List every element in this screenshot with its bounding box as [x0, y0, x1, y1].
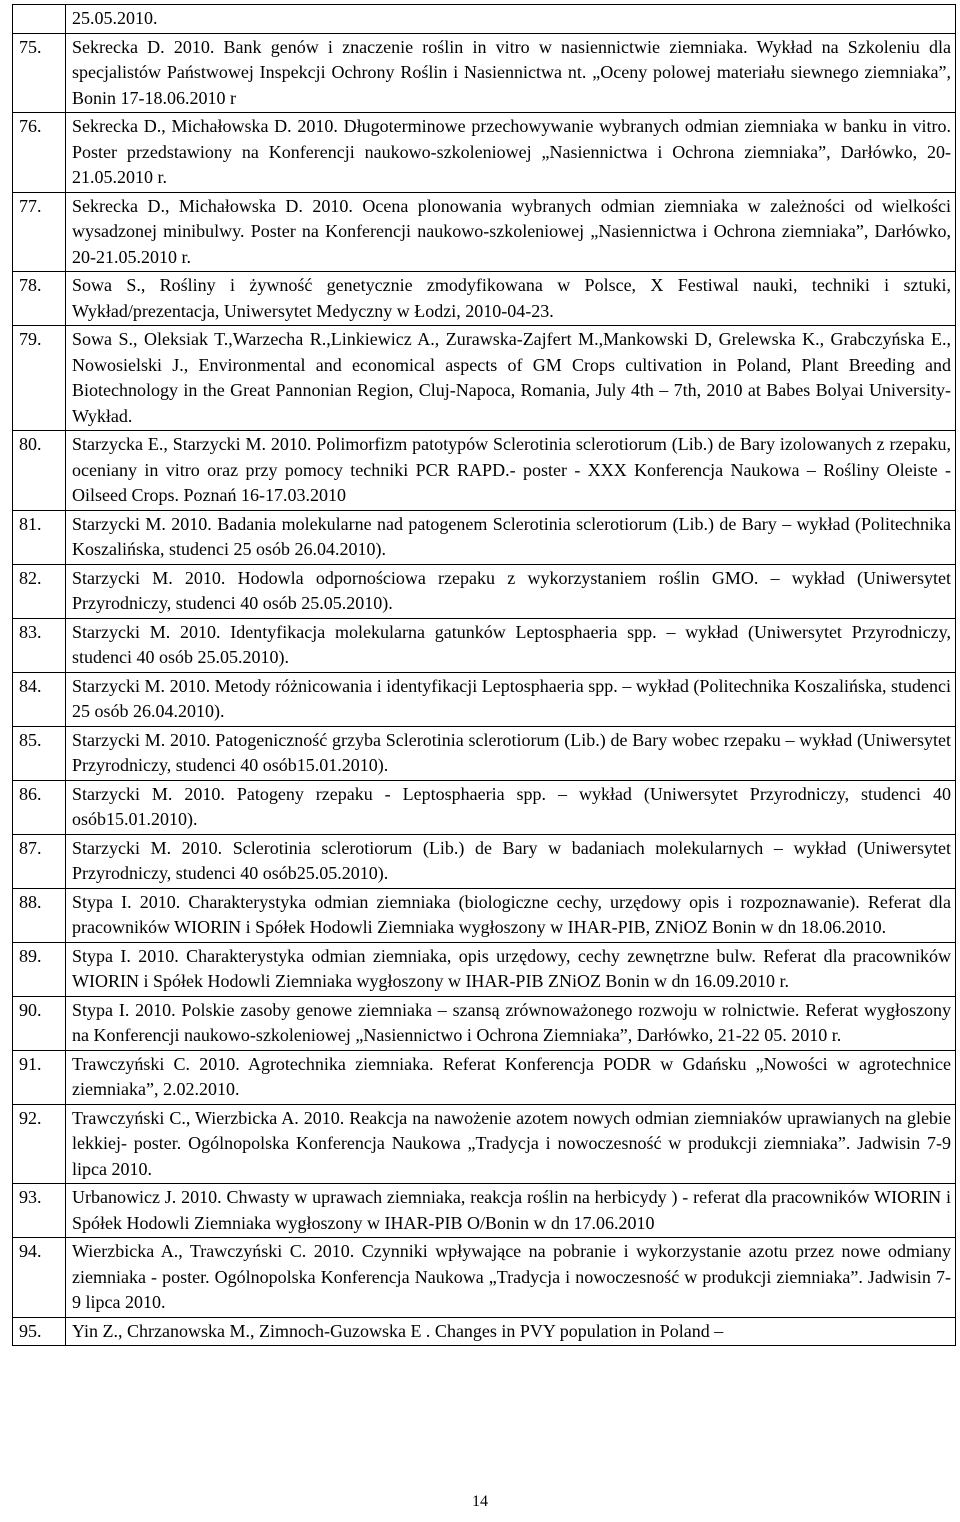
entry-text: Stypa I. 2010. Charakterystyka odmian ziemniaka (biologiczne cechy, urzędowy opis i rozpoznawanie). Referat dla pracowników WIORIN i Spółek Hodowli Ziemniaka wygłoszony w IHAR-PIB, ZNiOZ Bonin w dn 18.06.2010. — [66, 888, 956, 942]
entry-text: Urbanowicz J. 2010. Chwasty w uprawach ziemniaka, reakcja roślin na herbicydy ) - referat dla pracowników WIORIN i Spółek Hodowli Ziemniaka wygłoszony w IHAR-PIB O/Bonin w dn 17.06.2010 — [66, 1184, 956, 1238]
entry-text: Sekrecka D., Michałowska D. 2010. Ocena plonowania wybranych odmian ziemniaka w zależności od wielkości wysadzonej minibulwy. Poster na Konferencji naukowo-szkoleniowej „Nasiennictwa i Ochrona ziemniaka”, Darłówko, 20-21.05.2010 r. — [66, 192, 956, 272]
entry-number: 95. — [13, 1317, 66, 1346]
entry-number: 92. — [13, 1104, 66, 1184]
entry-number: 81. — [13, 510, 66, 564]
table-row — [13, 1104, 956, 1184]
entry-text: Sowa S., Rośliny i żywność genetycznie zmodyfikowana w Polsce, X Festiwal nauki, techniki i sztuki, Wykład/prezentacja, Uniwersytet Medyczny w Łodzi, 2010-04-23. — [66, 272, 956, 326]
entry-number: 75. — [13, 33, 66, 113]
table-row — [13, 326, 956, 431]
entry-number: 84. — [13, 672, 66, 726]
entry-text: Stypa I. 2010. Charakterystyka odmian ziemniaka, opis urzędowy, cechy zewnętrzne bulw. Referat dla pracowników WIORIN i Spółek Hodowli Ziemniaka wygłoszony w IHAR-PIB ZNiOZ Bonin w dn 16.09.2010 r. — [66, 942, 956, 996]
entry-number: 77. — [13, 192, 66, 272]
table-row — [13, 1184, 956, 1238]
table-row — [13, 192, 956, 272]
publication-table — [12, 4, 956, 1346]
entry-number: 79. — [13, 326, 66, 431]
entry-text: Trawczyński C., Wierzbicka A. 2010. Reakcja na nawożenie azotem nowych odmian ziemniaków uprawianych na glebie lekkiej- poster. Ogólnopolska Konferencja Naukowa „Tradycja i nowoczesność w produkcji ziemniaka”. Jadwisin 7-9 lipca 2010. — [66, 1104, 956, 1184]
table-row — [13, 834, 956, 888]
entry-text: Starzycka E., Starzycki M. 2010. Polimorfizm patotypów Sclerotinia sclerotiorum (Lib.) de Bary izolowanych z rzepaku, oceniany in vitro oraz przy pomocy techniki PCR RAPD.- poster - XXX Konferencja Naukowa – Rośliny Oleiste - Oilseed Crops. Poznań 16-17.03.2010 — [66, 431, 956, 511]
entry-number: 78. — [13, 272, 66, 326]
table-row — [13, 272, 956, 326]
entry-text: Sekrecka D. 2010. Bank genów i znaczenie roślin in vitro w nasiennictwie ziemniaka. Wykład na Szkoleniu dla specjalistów Państwowej Inspekcji Ochrony Roślin i Nasiennictwa nt. „Oceny polowej materiału siewnego ziemniaka”, Bonin 17-18.06.2010 r — [66, 33, 956, 113]
entry-text: Sekrecka D., Michałowska D. 2010. Długoterminowe przechowywanie wybranych odmian ziemniaka w banku in vitro. Poster przedstawiony na Konferencji naukowo-szkoleniowej „Nasiennictwa i Ochrona ziemniaka”, Darłówko, 20-21.05.2010 r. — [66, 113, 956, 193]
table-row — [13, 780, 956, 834]
entry-text: Starzycki M. 2010. Metody różnicowania i identyfikacji Leptosphaeria spp. – wykład (Politechnika Koszalińska, studenci 25 osób 26.04.2010). — [66, 672, 956, 726]
entry-text: 25.05.2010. — [66, 5, 956, 34]
entry-number: 86. — [13, 780, 66, 834]
entry-text: Starzycki M. 2010. Sclerotinia sclerotiorum (Lib.) de Bary w badaniach molekularnych – wykład (Uniwersytet Przyrodniczy, studenci 40 osób25.05.2010). — [66, 834, 956, 888]
entry-text: Wierzbicka A., Trawczyński C. 2010. Czynniki wpływające na pobranie i wykorzystanie azotu przez nowe odmiany ziemniaka - poster. Ogólnopolska Konferencja Naukowa „Tradycja i nowoczesność w produkcji ziemniaka”. Jadwisin 7-9 lipca 2010. — [66, 1238, 956, 1318]
table-row — [13, 1238, 956, 1318]
table-row — [13, 672, 956, 726]
entry-number: 83. — [13, 618, 66, 672]
page — [12, 4, 956, 1346]
entry-text: Yin Z., Chrzanowska M., Zimnoch-Guzowska E . Changes in PVY population in Poland – — [66, 1317, 956, 1346]
entry-number: 90. — [13, 996, 66, 1050]
table-row — [13, 996, 956, 1050]
entry-number — [13, 5, 66, 34]
entry-number: 88. — [13, 888, 66, 942]
entry-text: Starzycki M. 2010. Badania molekularne nad patogenem Sclerotinia sclerotiorum (Lib.) de Bary – wykład (Politechnika Koszalińska, studenci 25 osób 26.04.2010). — [66, 510, 956, 564]
table-row — [13, 113, 956, 193]
entry-text: Stypa I. 2010. Polskie zasoby genowe ziemniaka – szansą zrównoważonego rozwoju w rolnictwie. Referat wygłoszony na Konferencji naukowo-szkoleniowej „Nasiennictwo i Ochrona Ziemniaka”, Darłówko, 21-22 05. 2010 r. — [66, 996, 956, 1050]
entry-number: 89. — [13, 942, 66, 996]
table-row — [13, 33, 956, 113]
table-row — [13, 618, 956, 672]
entry-text: Starzycki M. 2010. Patogeniczność grzyba Sclerotinia sclerotiorum (Lib.) de Bary wobec rzepaku – wykład (Uniwersytet Przyrodniczy, studenci 40 osób15.01.2010). — [66, 726, 956, 780]
entry-number: 80. — [13, 431, 66, 511]
entry-number: 93. — [13, 1184, 66, 1238]
entry-number: 76. — [13, 113, 66, 193]
entry-text: Starzycki M. 2010. Patogeny rzepaku - Leptosphaeria spp. – wykład (Uniwersytet Przyrodniczy, studenci 40 osób15.01.2010). — [66, 780, 956, 834]
entry-text: Sowa S., Oleksiak T.,Warzecha R.,Linkiewicz A., Zurawska-Zajfert M.,Mankowski D, Grelewska K., Grabczyńska E., Nowosielski J., Environmental and economical aspects of GM Crops cultivation in Poland, Plant Breeding and Biotechnology in the Great Pannonian Region, Cluj-Napoca, Romania, July 4th – 7th, 2010 at Babes Bolyai University- Wykład. — [66, 326, 956, 431]
table-row — [13, 726, 956, 780]
entry-number: 82. — [13, 564, 66, 618]
entry-text: Starzycki M. 2010. Hodowla odpornościowa rzepaku z wykorzystaniem roślin GMO. – wykład (Uniwersytet Przyrodniczy, studenci 40 osób 25.05.2010). — [66, 564, 956, 618]
table-row — [13, 942, 956, 996]
entry-text: Starzycki M. 2010. Identyfikacja molekularna gatunków Leptosphaeria spp. – wykład (Uniwersytet Przyrodniczy, studenci 40 osób 25.05.2010). — [66, 618, 956, 672]
entry-number: 91. — [13, 1050, 66, 1104]
table-row — [13, 564, 956, 618]
entry-number: 94. — [13, 1238, 66, 1318]
table-row — [13, 1317, 956, 1346]
table-row — [13, 510, 956, 564]
table-row — [13, 5, 956, 34]
entry-number: 85. — [13, 726, 66, 780]
table-row — [13, 888, 956, 942]
entry-number: 87. — [13, 834, 66, 888]
page-number: 14 — [472, 1493, 488, 1510]
entry-text: Trawczyński C. 2010. Agrotechnika ziemniaka. Referat Konferencja PODR w Gdańsku „Nowości w agrotechnice ziemniaka”, 2.02.2010. — [66, 1050, 956, 1104]
table-row — [13, 1050, 956, 1104]
table-row — [13, 431, 956, 511]
